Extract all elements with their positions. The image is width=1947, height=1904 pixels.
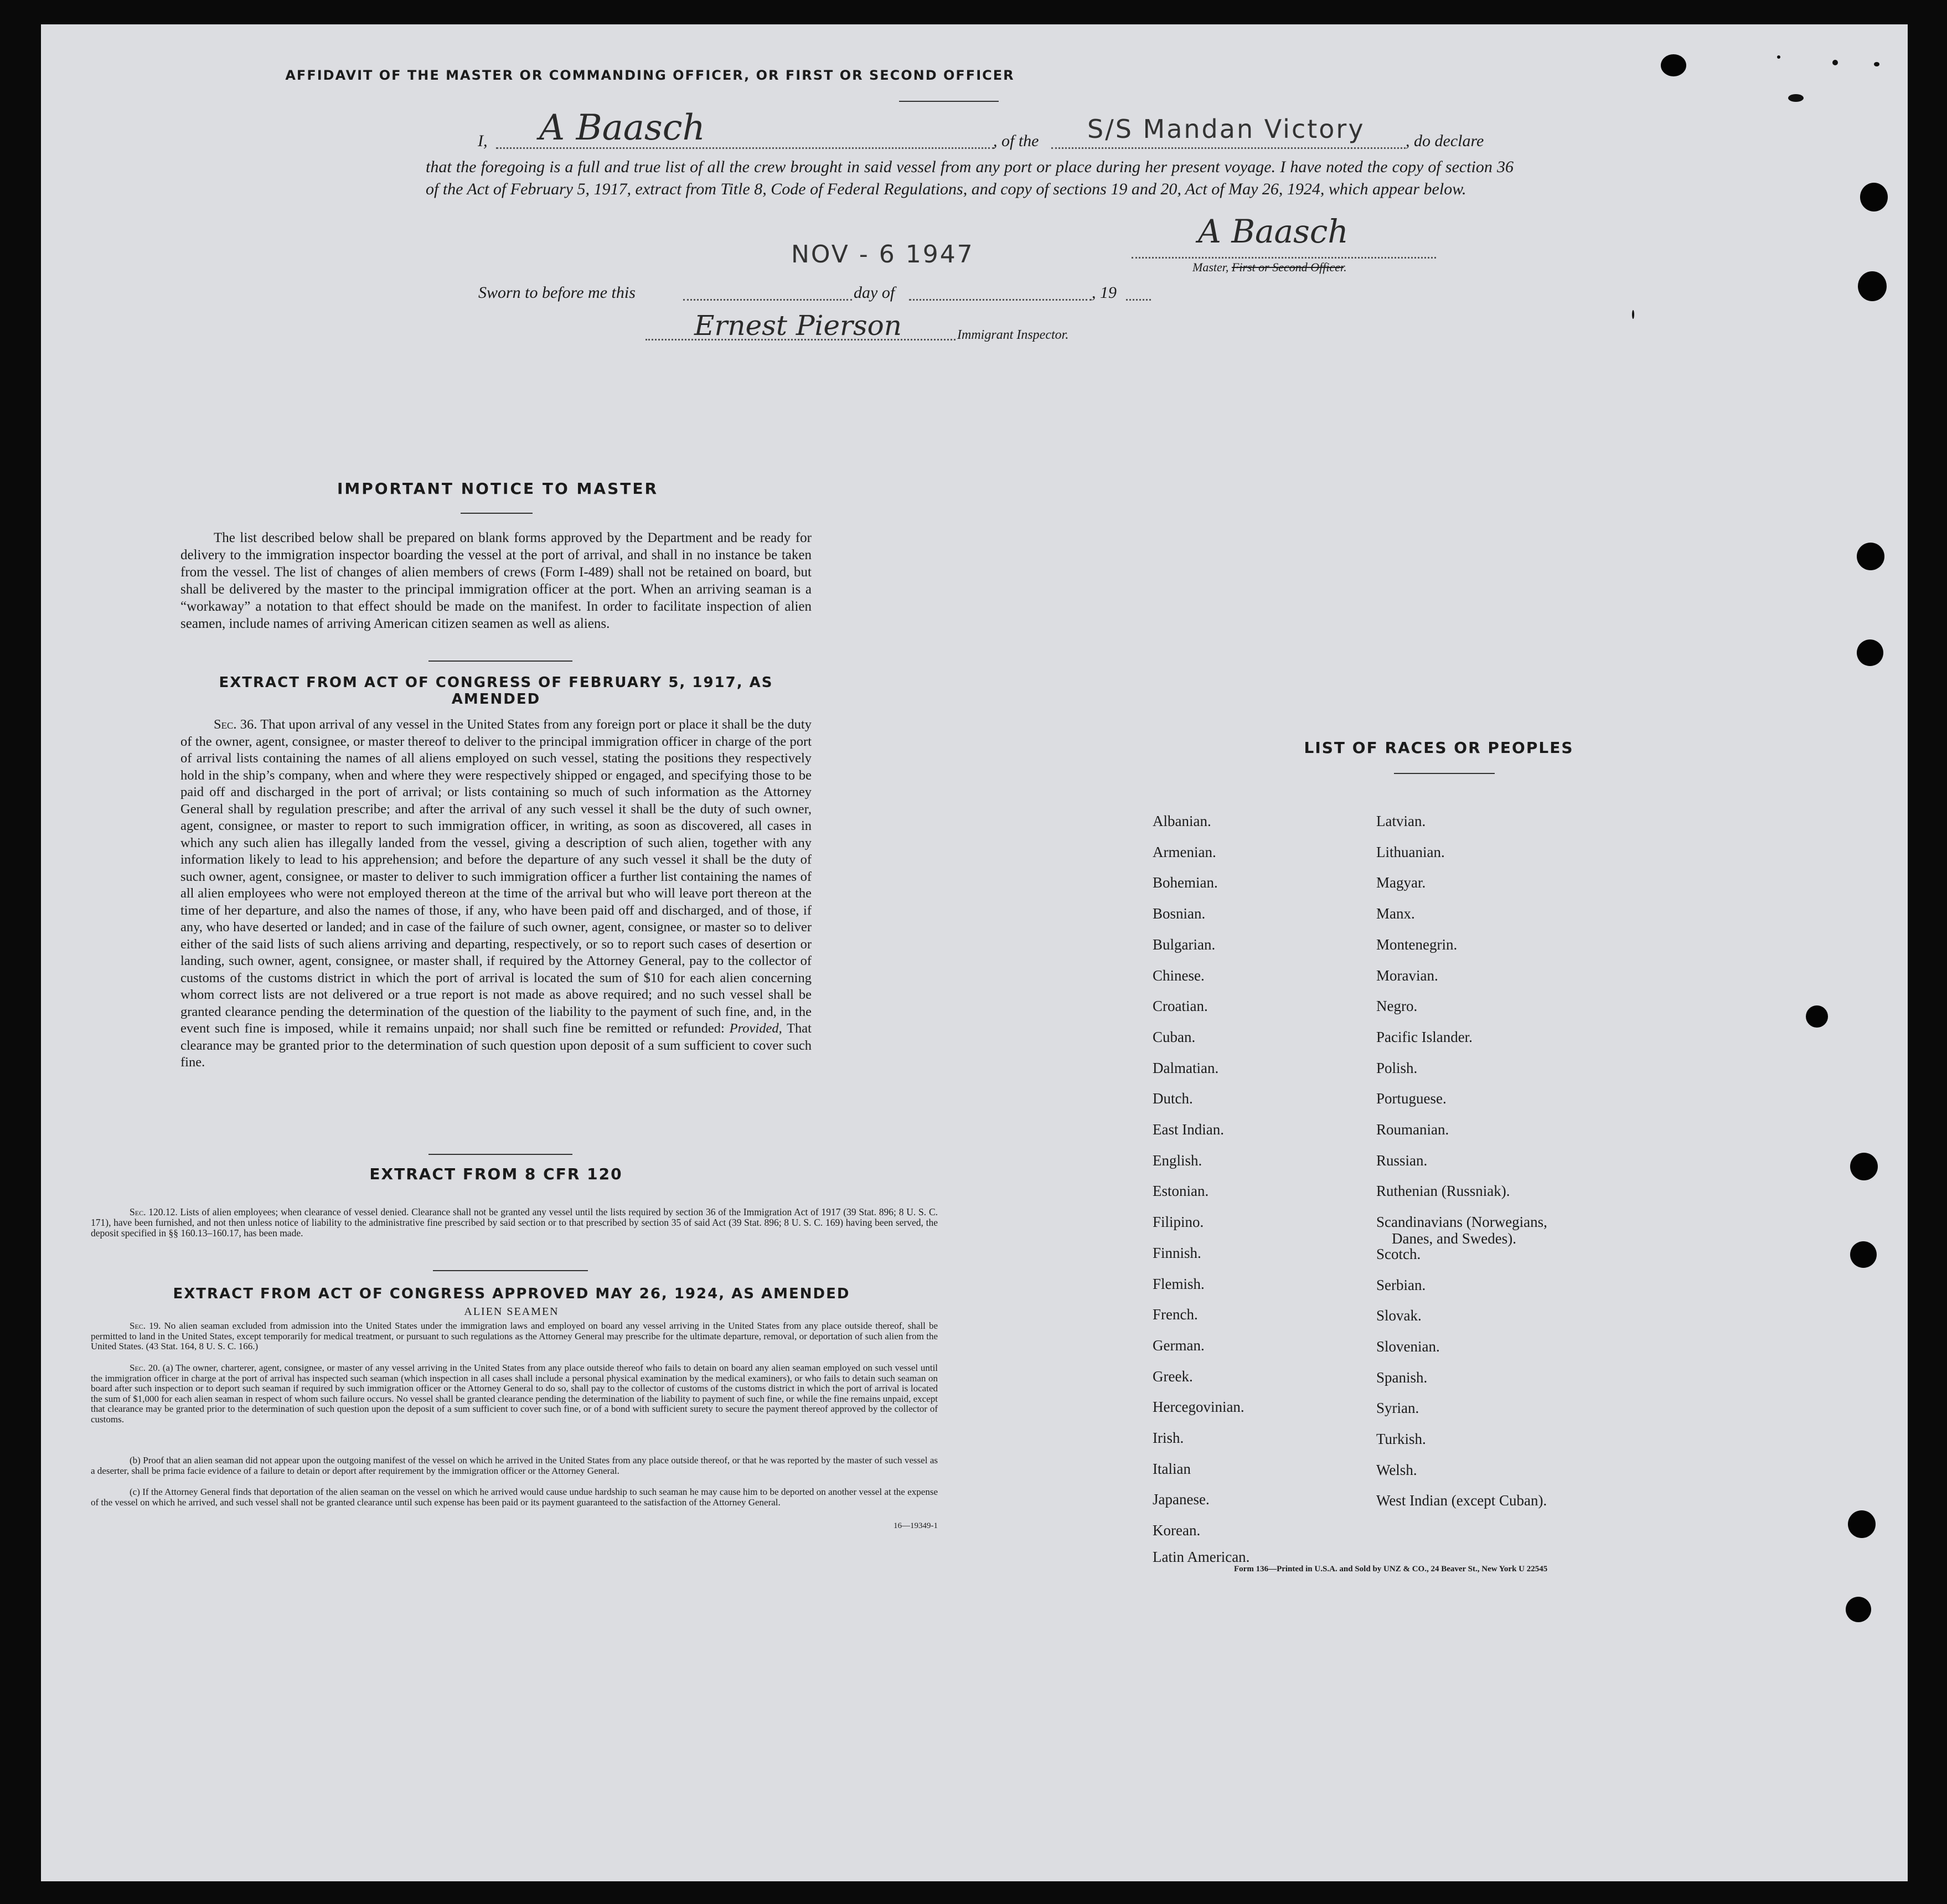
- speck: [1832, 60, 1838, 65]
- race-right-item: West Indian (except Cuban).: [1376, 1492, 1547, 1509]
- master-label-end: .: [1344, 260, 1347, 274]
- race-right-item: Roumanian.: [1376, 1121, 1449, 1138]
- race-left-item: Albanian.: [1153, 813, 1211, 829]
- inspector-label: Immigrant Inspector.: [957, 328, 1069, 342]
- race-right-item: Ruthenian (Russniak).: [1376, 1183, 1510, 1200]
- sec-20b-text: (b) Proof that an alien seaman did not appear upon the outgoing manifest of the vessel on which he arrived in the United States from any place outside thereof, or that he was reported by the master of such vessel as a deserter, shall be prima facie evidence of a failure to detain or deport after requirement by the immigration officer or the Attorney General.: [91, 1455, 938, 1476]
- section-rule-2: [428, 1154, 572, 1155]
- race-left-item: Latin American.: [1153, 1548, 1250, 1565]
- notice-text: The list described below shall be prepared on blank forms approved by the Department and be ready for delivery to the immigration inspector boarding the vessel at the port of arrival, and shall in no instance be taken from the vessel. The list of changes of alien members of crews (Form I-489) shall not be retained on board, but shall be delivered by the master to the principal immigration officer at the port. When an arriving seaman is a “workaway” a notation to that effect should be made on the manifest. In order to facilitate inspection of alien seamen, include names of arriving American citizen seamen as well as aliens.: [180, 530, 812, 631]
- cfr-text: [91, 1207, 938, 1239]
- race-right-item: Slovenian.: [1376, 1338, 1440, 1355]
- race-left-item: German.: [1153, 1337, 1205, 1354]
- extract-1917-text: [180, 716, 812, 1071]
- race-right-item: Welsh.: [1376, 1461, 1417, 1478]
- binder-hole: [1860, 183, 1888, 211]
- race-right-item: Montenegrin.: [1376, 936, 1458, 953]
- affidavit-declare-label: , do declare: [1406, 132, 1484, 150]
- sec-20a-text: [91, 1363, 938, 1425]
- sec-19-label: Sec. 19.: [130, 1320, 161, 1331]
- sworn-day-line: [683, 299, 852, 301]
- day-of-label: day of: [854, 283, 895, 302]
- sec-19-body: No alien seaman excluded from admission into the United States under the immigration laws and employed on board any vessel arriving in the United States from any place outside thereof, shall be permitted to land in the United States, except temporarily for medical treatment, or pursuant to such regulations as the Attorney General may prescribe for the ultimate departure, removal, or deportation of such alien from the United States. (43 Stat. 164, 8 U. S. C. 166.): [91, 1320, 938, 1351]
- race-left-item: Croatian.: [1153, 998, 1208, 1015]
- race-left-item: Korean.: [1153, 1522, 1201, 1539]
- race-left-item: Filipino.: [1153, 1214, 1204, 1231]
- speck: [1632, 310, 1634, 319]
- race-left-item: Japanese.: [1153, 1491, 1210, 1508]
- race-left-item: Chinese.: [1153, 967, 1205, 984]
- speck: [1788, 94, 1804, 102]
- race-left-item: Armenian.: [1153, 843, 1216, 860]
- race-right-item: Turkish.: [1376, 1431, 1426, 1447]
- race-right-item: Syrian.: [1376, 1400, 1419, 1417]
- race-right-item: Portuguese.: [1376, 1090, 1447, 1107]
- speck: [1874, 62, 1879, 66]
- master-label-struck: First or Second Officer: [1231, 260, 1344, 274]
- document-page: [41, 24, 1908, 1881]
- alien-seamen-subheading: ALIEN SEAMEN: [464, 1306, 559, 1318]
- sec-20a-body: (a) The owner, charterer, agent, consignee, or master of any vessel arriving in the United States from any place outside thereof who fails to detain on board any alien seaman employed on such vessel until the immigration officer in charge at the port of arrival has inspected such seaman (which inspection in all cases shall include a personal physical examination by the medical examiners), or who fails to detain such seaman on board after such inspection or to deport such seaman if required by such immigration officer or the Attorney General to do so, shall pay to the collector of customs of the customs district in which the port of arrival is located the sum of $1,000 for each alien seaman in respect of whom such failure occurs. No vessel shall be granted clearance pending the determination of the liability to payment of such fine, or while the fine remains unpaid, except that clearance may be granted prior to the determination of such question upon the deposit of a sum sufficient to cover such fine, or of a bond with sufficient surety to secure the payment thereof approved by the collector of customs.: [91, 1363, 938, 1425]
- sec-120-12-label: Sec. 120.12.: [130, 1206, 178, 1217]
- sec-120-12-text: Lists of alien employees; when clearance of vessel denied. Clearance shall not be granted any vessel until the lists required by section 36 of the Immigration Act of 1917 (39 Stat. 896; 8 U. S. C. 171), have been furnished, and not then unless notice of liability to the administrative fine prescribed by said section or to that prescribed by section 35 of said Act (39 Stat. 896; 8 U. S. C. 169) having been served, the deposit specified in §§ 160.13–160.17, has been made.: [91, 1206, 938, 1239]
- section-rule-3: [433, 1270, 588, 1271]
- sworn-label: Sworn to before me this: [478, 283, 636, 302]
- race-left-item: Bohemian.: [1153, 874, 1218, 891]
- binder-hole: [1846, 1597, 1871, 1622]
- affidavit-body: that the foregoing is a full and true list of all the crew brought in said vessel from any port or place during her present voyage. I have noted the copy of section 36 of the Act of February 5, 1917, extract from Title 8, Code of Federal Regulations, and copy of sections 19 and 20, Act of May 26, 1924, which appear below.: [426, 158, 1514, 198]
- race-left-item: Finnish.: [1153, 1244, 1201, 1261]
- binder-hole: [1850, 1153, 1878, 1180]
- affidavit-of-the-label: , of the: [993, 132, 1039, 150]
- race-right-item: Scandinavians (Norwegians,: [1376, 1214, 1547, 1231]
- race-left-item: Hercegovinian.: [1153, 1399, 1244, 1416]
- sworn-year-line: [1126, 299, 1151, 301]
- races-rule: [1394, 773, 1495, 774]
- race-left-item: East Indian.: [1153, 1121, 1224, 1138]
- race-left-item: Greek.: [1153, 1368, 1193, 1385]
- race-right-item: Latvian.: [1376, 813, 1426, 829]
- cfr-heading: EXTRACT FROM 8 CFR 120: [369, 1165, 623, 1183]
- binder-hole: [1850, 1241, 1877, 1268]
- binder-hole: [1857, 639, 1883, 666]
- race-left-item: Cuban.: [1153, 1028, 1196, 1045]
- binder-hole: [1858, 271, 1887, 301]
- date-stamp: NOV - 6 1947: [791, 240, 974, 269]
- race-right-item: Lithuanian.: [1376, 843, 1445, 860]
- affidavit-title: AFFIDAVIT OF THE MASTER OR COMMANDING OFFICER, OR FIRST OR SECOND OFFICER: [285, 68, 1015, 83]
- race-right-item: Spanish.: [1376, 1369, 1428, 1386]
- master-signature-line: [1132, 257, 1436, 259]
- binder-hole: [1848, 1510, 1876, 1538]
- binder-hole: [1857, 543, 1884, 570]
- race-right-item: Manx.: [1376, 905, 1415, 922]
- section-rule-1: [428, 661, 572, 662]
- extract-1917-heading: EXTRACT FROM ACT OF CONGRESS OF FEBRUARY 5, 1917, AS AMENDED: [219, 674, 773, 708]
- affidavit-i-label: I,: [478, 132, 488, 150]
- race-left-item: Flemish.: [1153, 1275, 1205, 1292]
- race-right-item: Danes, and Swedes).: [1392, 1230, 1516, 1247]
- sworn-month-line: [909, 299, 1092, 301]
- race-left-item: Estonian.: [1153, 1183, 1209, 1200]
- provided-label: Provided,: [729, 1021, 782, 1036]
- title-rule: [899, 101, 999, 102]
- race-left-item: Dutch.: [1153, 1090, 1193, 1107]
- race-right-item: Polish.: [1376, 1059, 1418, 1076]
- vessel-name-line: [1051, 147, 1406, 149]
- race-left-item: English.: [1153, 1152, 1202, 1169]
- sec-36-label: Sec. 36.: [214, 717, 257, 732]
- race-left-item: Irish.: [1153, 1430, 1184, 1446]
- race-right-item: Negro.: [1376, 998, 1418, 1015]
- race-left-item: Italian: [1153, 1460, 1191, 1477]
- notice-heading: IMPORTANT NOTICE TO MASTER: [337, 479, 659, 498]
- sec-36-text: That upon arrival of any vessel in the United States from any foreign port or place it shall be the duty of the owner, agent, consignee, or master thereof to deliver to the principal immigration officer in charge of the port of arrival lists containing the names of all aliens employed on such vessel, stating the positions they respectively hold in the ship’s company, when and where they were respectively shipped or engaged, and specifying those to be paid off and discharged in the port of arrival; or lists containing so much of such information as the Attorney General shall by regulation prescribe; and after the arrival of any such vessel it shall be the duty of such owner, agent, consignee, or master to report to such immigration officer, in writing, as soon as discovered, all cases in which any such alien has illegally landed from the vessel, giving a description of such alien, together with any information likely to lead to his apprehension; and before the departure of any such vessel it shall be the duty of such owner, agent, consignee, or master to deliver to such immigration officer a further list containing the names of all alien employees who were not employed thereon at the time of the arrival but who will leave port thereon at the time of her departure, and also the names of those, if any, who have been paid off and discharged, and of those, if any, who have deserted or landed; and in case of the failure of such owner, agent, consignee, or master so to deliver either of the said lists of such aliens arriving and departing, respectively, or so to report such cases of desertion or landing, such owner, agent, consignee, or master shall, if required by the Attorney General, pay to the collector of customs of the customs district in which the port of arrival is located the sum of $10 for each alien concerning whom correct lists are not delivered or a true report is not made as above required; and no such vessel shall be granted clearance pending the determination of the question of the liability to the payment of such fine, and, in the event such fine is imposed, while it remains unpaid; nor shall such fine be remitted or refunded:: [180, 717, 812, 1036]
- binder-hole: [1661, 54, 1686, 76]
- race-right-item: Serbian.: [1376, 1276, 1426, 1293]
- speck: [1777, 55, 1780, 59]
- binder-hole: [1806, 1005, 1828, 1028]
- race-right-item: Russian.: [1376, 1152, 1428, 1169]
- race-right-item: Pacific Islander.: [1376, 1028, 1473, 1045]
- races-heading: LIST OF RACES OR PEOPLES: [1304, 739, 1574, 757]
- signer-handwriting: A Baasch: [539, 107, 705, 148]
- vessel-name: S/S Mandan Victory: [1087, 114, 1365, 144]
- year-label: , 19: [1092, 283, 1117, 302]
- sec-20c-text: (c) If the Attorney General finds that deportation of the alien seaman on the vessel on which he arrived would cause undue hardship to such seaman he may cause him to be deported on another vessel at the expense of the vessel on which he arrived, and such vessel shall not be granted clearance until such expense has been paid or its payment guaranteed to the satisfaction of the Attorney General.: [91, 1487, 938, 1508]
- race-left-item: Bosnian.: [1153, 905, 1206, 922]
- race-right-item: Moravian.: [1376, 967, 1438, 984]
- sec-20-label: Sec. 20.: [130, 1363, 161, 1373]
- inspector-signature: Ernest Pierson: [694, 309, 902, 342]
- race-right-item: Magyar.: [1376, 874, 1426, 891]
- sec-36-text-end: That clearance may be granted prior to the determination of such question upon deposit of a sum sufficient to cover such fine.: [180, 1021, 812, 1070]
- race-left-item: Dalmatian.: [1153, 1059, 1219, 1076]
- master-signature: A Baasch: [1198, 213, 1349, 250]
- race-right-item: Scotch.: [1376, 1245, 1421, 1262]
- race-left-item: French.: [1153, 1306, 1198, 1323]
- race-right-item: Slovak.: [1376, 1307, 1422, 1324]
- printer-note: Form 136—Printed in U.S.A. and Sold by UNZ & CO., 24 Beaver St., New York U 22545: [1234, 1565, 1548, 1573]
- sec-19-text: [91, 1321, 938, 1352]
- form-number: 16—19349-1: [894, 1521, 938, 1530]
- race-left-item: Bulgarian.: [1153, 936, 1216, 953]
- master-label: [1192, 260, 1347, 275]
- extract-1924-heading: EXTRACT FROM ACT OF CONGRESS APPROVED MAY 26, 1924, AS AMENDED: [173, 1286, 850, 1302]
- notice-rule: [461, 513, 533, 514]
- master-label-master: Master,: [1192, 260, 1229, 274]
